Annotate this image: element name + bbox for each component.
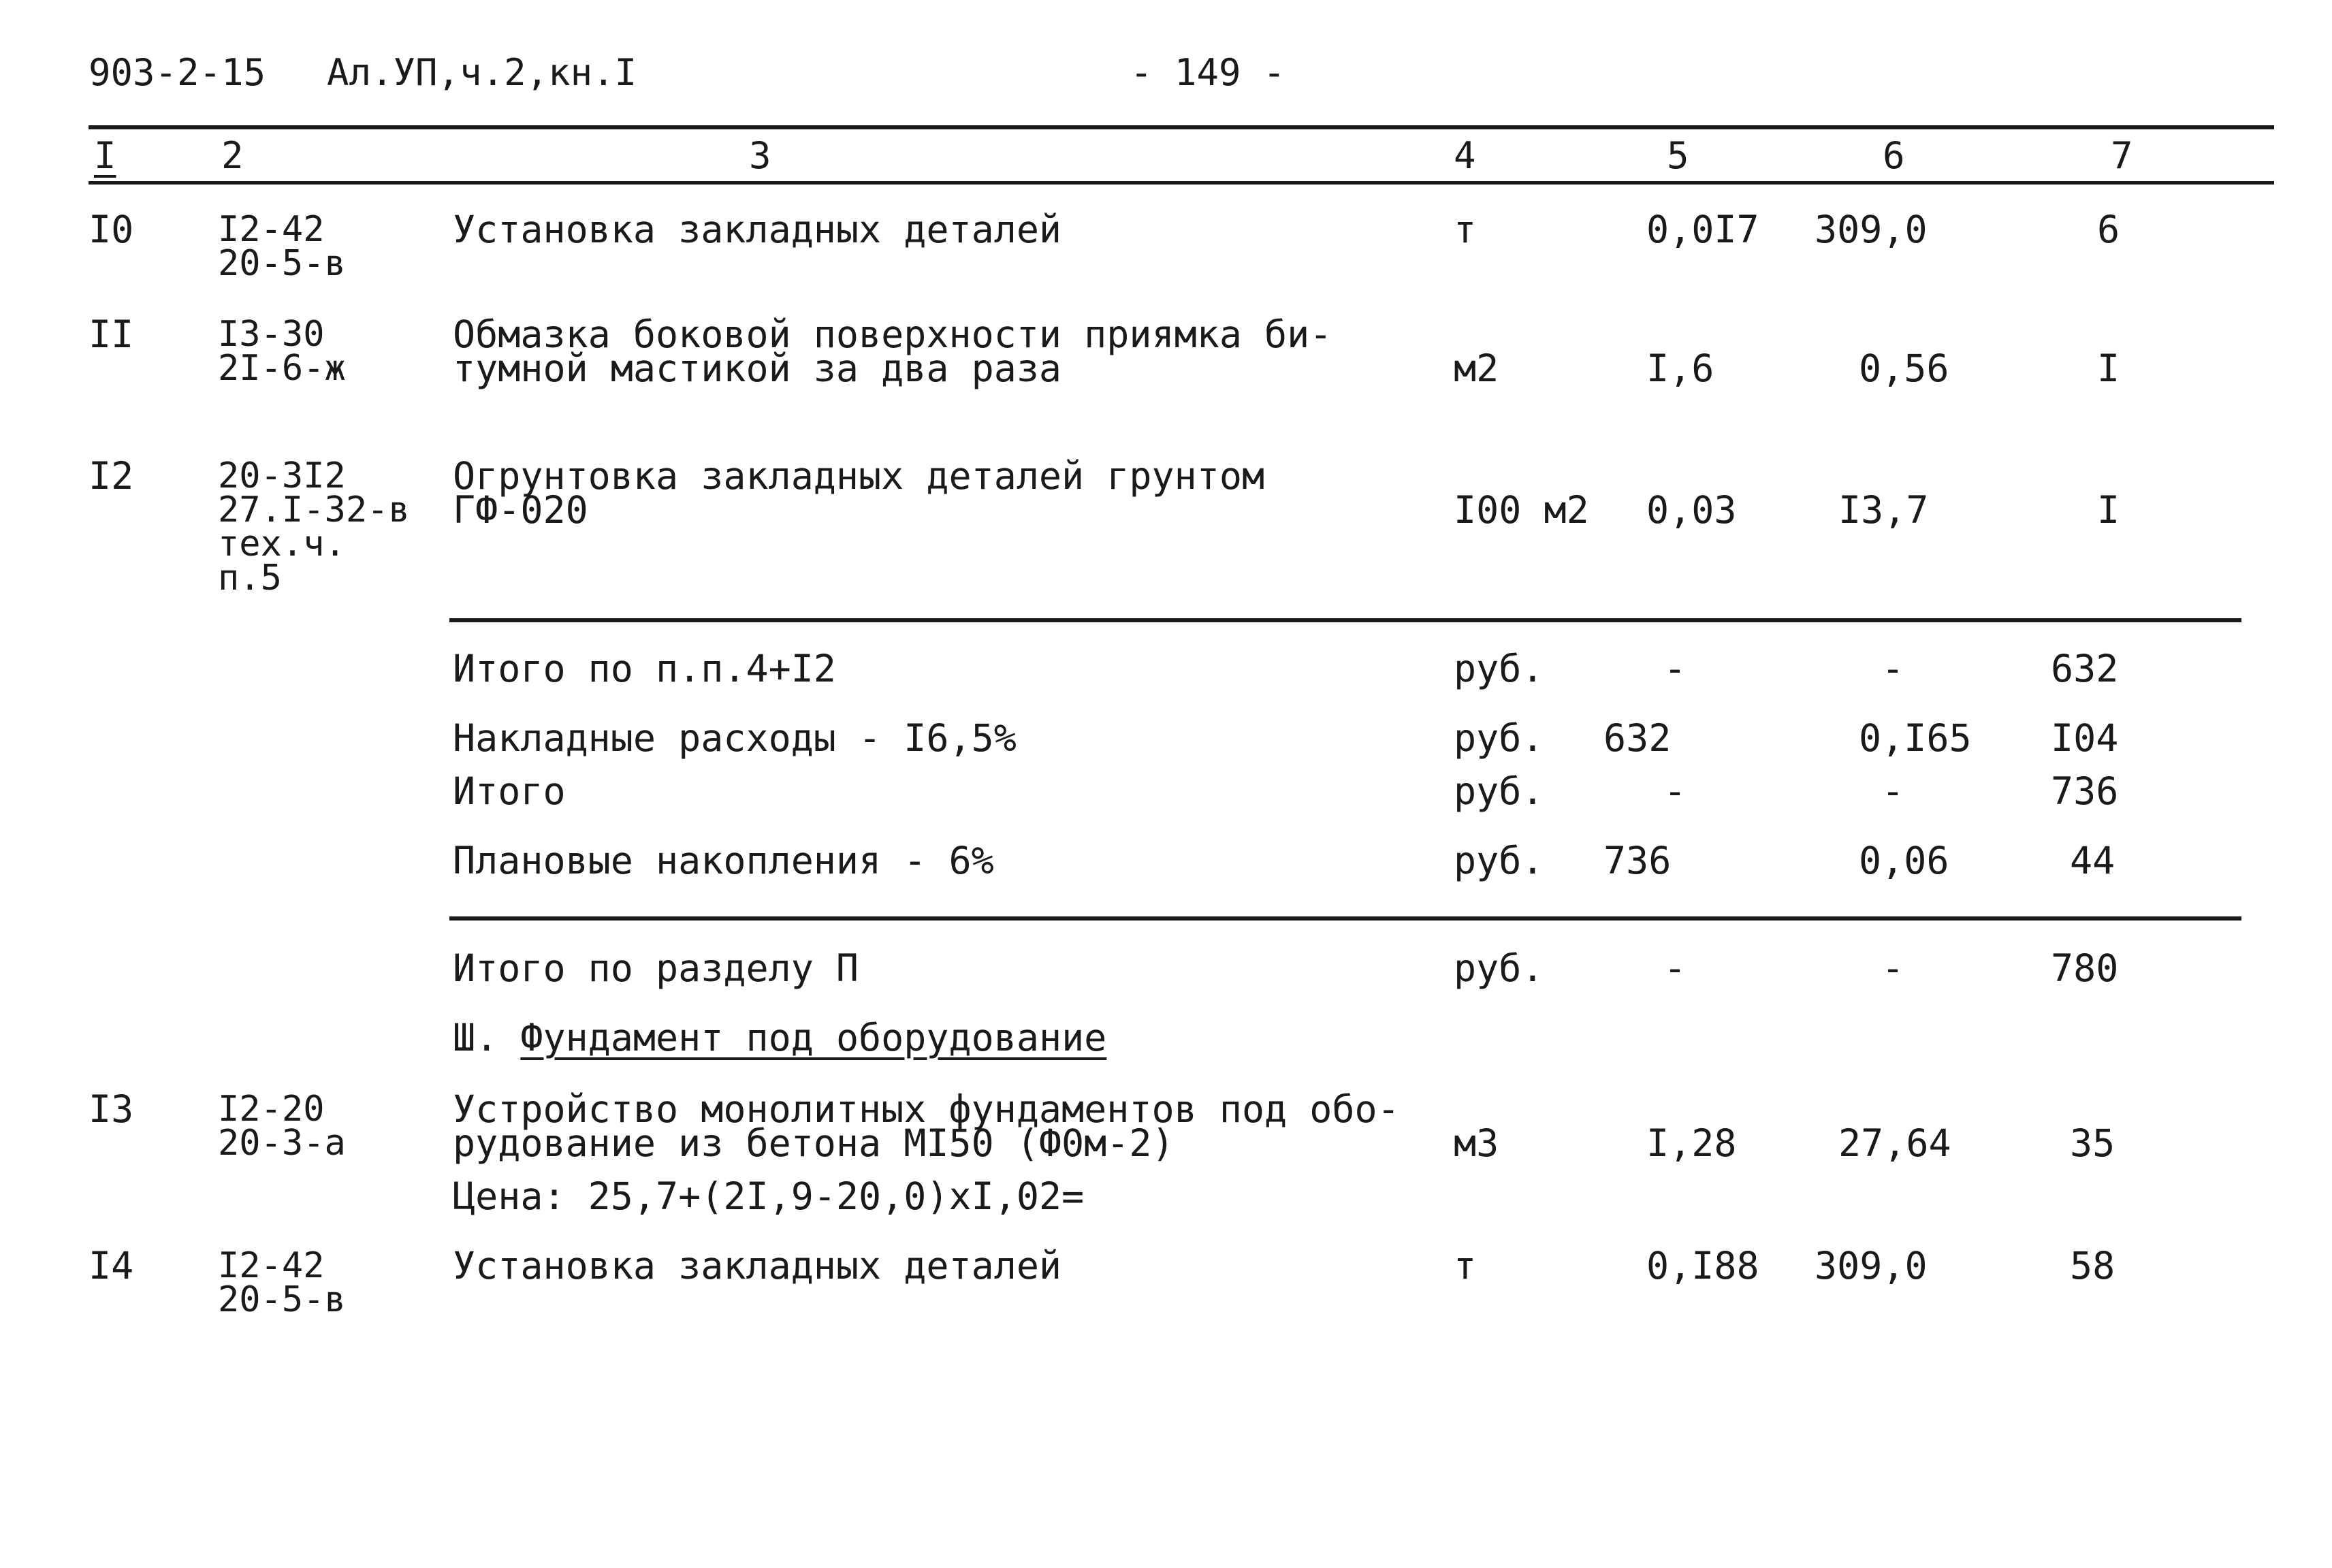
total: I [2097,488,2120,532]
row-number: I2 [89,454,134,498]
unit: I00 м2 [1454,488,1589,532]
row-number: I3 [89,1087,134,1131]
unit-price: 27,64 [1838,1121,1951,1165]
work-name: тумной мастикой за два раза [453,347,1062,390]
unit-price: 309,0 [1815,208,1928,251]
column-header: 5 [1667,134,1689,177]
column-header: 4 [1454,134,1476,177]
work-name: ГФ-020 [453,488,588,532]
unit: руб. [1454,647,1544,690]
quantity: I,6 [1646,347,1714,390]
header-top-rule [89,125,2274,129]
summary-label: Итого [453,769,566,813]
column-header: 6 [1883,134,1905,177]
header-bottom-rule [89,181,2274,185]
work-name: Огрунтовка закладных деталей грунтом [453,454,1265,498]
base: 736 [1603,839,1672,882]
unit: т [1454,1244,1477,1287]
price-formula: Цена: 25,7+(2I,9-20,0)xI,02= [453,1174,1085,1218]
code-line: п.5 [218,558,282,598]
code-line: I2-42 [218,209,325,250]
total: 632 [2051,647,2119,690]
work-name: Устройство монолитных фундаментов под обо- [453,1087,1400,1131]
quantity: 0,I88 [1646,1244,1759,1287]
rate: - [1881,769,1904,813]
section-title: Фундамент под оборудование [520,1016,1107,1059]
rate: 0,I65 [1859,716,1972,760]
total: 35 [2070,1121,2115,1165]
total: 58 [2070,1244,2115,1287]
work-name: Установка закладных деталей [453,208,1062,251]
code-line: I2-20 [218,1089,325,1130]
summary-label: Плановые накопления - 6% [453,839,994,882]
quantity: I,28 [1646,1121,1737,1165]
section-total-rule [449,916,2241,921]
rate: - [1881,647,1904,690]
code-line: 20-3I2 [218,455,346,496]
code-line: 20-5-в [218,243,346,284]
code-line: I2-42 [218,1245,325,1286]
unit: м2 [1454,347,1499,390]
base: - [1663,769,1687,813]
unit: руб. [1454,769,1544,813]
code-line: I3-30 [218,314,325,355]
summary-label: Накладные расходы - I6,5% [453,716,1017,760]
unit: руб. [1454,716,1544,760]
code-line: 20-3-а [218,1123,346,1164]
work-name: Установка закладных деталей [453,1244,1062,1287]
row-number: I4 [89,1244,134,1287]
total: 44 [2070,839,2115,882]
rate: - [1881,946,1904,990]
rate: 0,06 [1859,839,1949,882]
unit-price: I3,7 [1838,488,1929,532]
quantity: 0,03 [1646,488,1737,532]
total: I04 [2051,716,2119,760]
code-line: 27.I-32-в [218,490,410,530]
album-reference: Ал.УП,ч.2,кн.I [327,51,637,94]
summary-label: Итого по п.п.4+I2 [453,647,836,690]
total: 736 [2051,769,2119,813]
row-number: I0 [89,208,134,251]
unit: м3 [1454,1121,1499,1165]
base: - [1663,946,1687,990]
unit-price: 0,56 [1859,347,1949,390]
code-line: тех.ч. [218,524,346,564]
column-header: I [94,134,116,177]
section-number: Ш. [453,1016,498,1059]
work-name: рудование из бетона МI50 (Ф0м-2) [453,1121,1175,1165]
row-number: II [89,313,134,356]
total: 780 [2051,946,2119,990]
column-header: 7 [2111,134,2133,177]
page-number: - 149 - [1130,51,1285,94]
subtotal-rule [449,618,2241,622]
total: 6 [2097,208,2120,251]
code-line: 20-5-в [218,1279,346,1320]
work-name: Обмазка боковой поверхности приямка би- [453,313,1332,356]
unit: руб. [1454,839,1544,882]
section-total-label: Итого по разделу П [453,946,859,990]
section-heading [453,1016,1107,1059]
column-header: 2 [221,134,244,177]
quantity: 0,0I7 [1646,208,1759,251]
unit: руб. [1454,946,1544,990]
unit: т [1454,208,1477,251]
code-line: 2I-6-ж [218,348,346,389]
base: 632 [1603,716,1672,760]
total: I [2097,347,2120,390]
base: - [1663,647,1687,690]
column-header: 3 [749,134,771,177]
document-number: 903-2-15 [89,51,266,94]
unit-price: 309,0 [1815,1244,1928,1287]
